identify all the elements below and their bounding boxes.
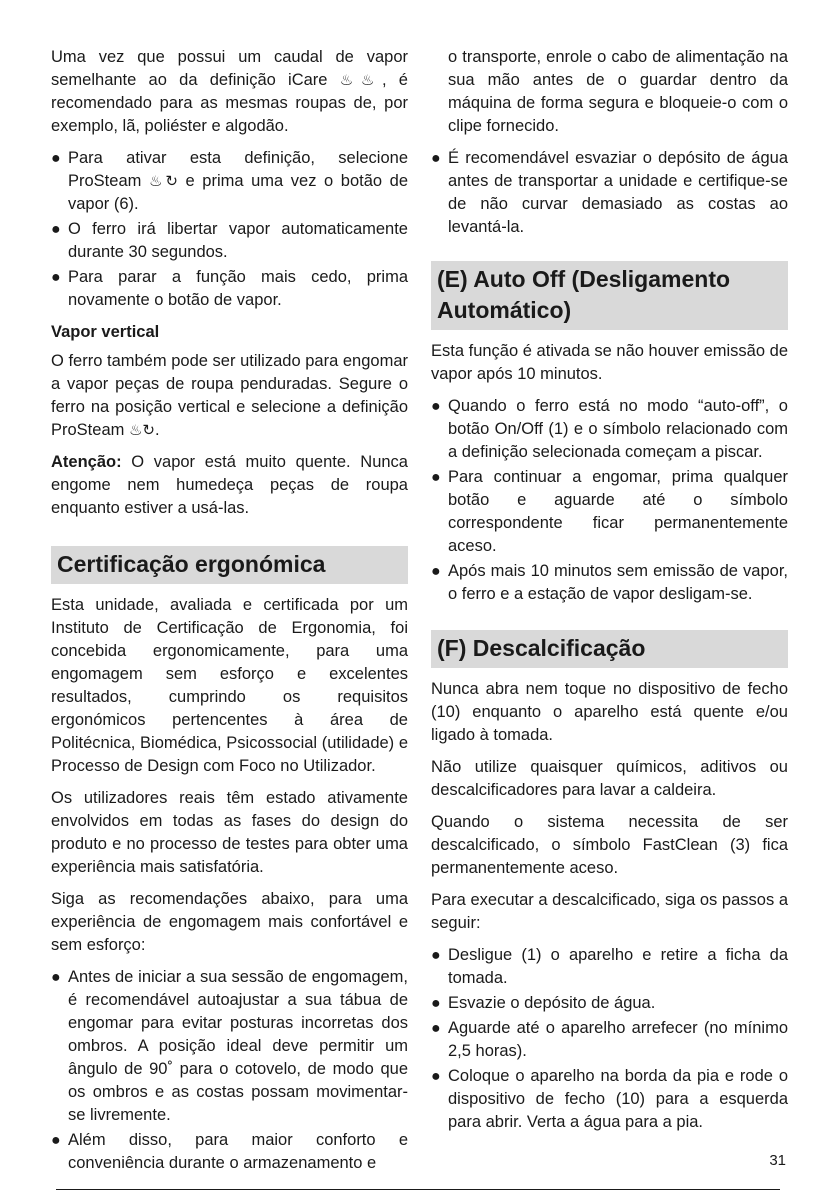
right-column bbox=[431, 46, 788, 1143]
vertical-steam-paragraph: O ferro também pode ser utilizado para engomar a vapor peças de roupa penduradas. Segure o ferro na posição vertical e selecione a definição ProSteam ♨↻. bbox=[51, 352, 408, 439]
autooff-list bbox=[431, 395, 788, 606]
section-title: Certificação ergonómica bbox=[57, 551, 326, 577]
section-title: (E) Auto Off (Desligamento Automático) bbox=[437, 266, 731, 323]
bullet-icon: ● bbox=[431, 563, 441, 580]
prosteam-steps bbox=[51, 147, 408, 312]
icare-icon: ♨♨ bbox=[339, 72, 382, 89]
bullet-icon: ● bbox=[51, 221, 61, 238]
bullet-icon: ● bbox=[431, 995, 441, 1012]
section-heading-auto-off bbox=[431, 261, 788, 330]
intro-text: Uma vez que possui um caudal de vapor semelhante ao da definição iCare bbox=[51, 48, 408, 89]
list-item: ● Aguarde até o aparelho arrefecer (no mínimo 2,5 horas). bbox=[431, 1019, 788, 1060]
list-item: ● Coloque o aparelho na borda da pia e rode o dispositivo de fecho (10) para a esquerda para abrir. Verta a água para a pia. bbox=[431, 1067, 788, 1131]
section-heading-certification bbox=[51, 546, 408, 584]
left-column bbox=[51, 46, 408, 1184]
cert-paragraph-3: Siga as recomendações abaixo, para uma experiência de engomagem mais confortável e sem esforço: bbox=[51, 890, 408, 954]
list-item: ● Para parar a função mais cedo, prima novamente o botão de vapor. bbox=[51, 268, 408, 309]
section-title: (F) Descalcificação bbox=[437, 635, 646, 661]
page-number: 31 bbox=[769, 1152, 786, 1169]
bullet-icon: ● bbox=[431, 150, 441, 167]
descal-paragraph-1: Nunca abra nem toque no dispositivo de fecho (10) enquanto o aparelho está quente e/ou ligado à tomada. bbox=[431, 680, 788, 744]
list-item: ● Além disso, para maior conforto e conveniência durante o armazenamento e bbox=[51, 1131, 408, 1172]
continuation-text: o transporte, enrole o cabo de alimentação na sua mão antes de o guardar dentro da máquina de forma segura e bloqueie-o com o clipe fornecido. bbox=[448, 48, 788, 135]
list-item: ● Para continuar a engomar, prima qualquer botão e aguarde até o símbolo correspondente ficar permanentemente aceso. bbox=[431, 468, 788, 555]
list-item: ● Desligue (1) o aparelho e retire a ficha da tomada. bbox=[431, 946, 788, 987]
cert-paragraph-1: Esta unidade, avaliada e certificada por um Instituto de Certificação de Ergonomia, foi concebida ergonomicamente, para uma engomagem sem esforço e excelentes resultados, cumprindo os requisitos ergonómicos pertencentes à área de Politécnica, Biomédica, Psicossocial (utilidade) e Processo de Design com Foco no Utilizador. bbox=[51, 596, 408, 775]
list-item: ● Antes de iniciar a sua sessão de engomagem, é recomendável autoajustar a sua tábua de engomar para evitar posturas incorretas dos ombros. A posição ideal deve permitir um ângulo de 90˚ para o cotovelo, de modo que os ombros e as costas possam movimentar-se livremente. bbox=[51, 968, 408, 1124]
bullet-icon: ● bbox=[431, 1020, 441, 1037]
bullet-icon: ● bbox=[431, 1068, 441, 1085]
prosteam-icon: ♨↻ bbox=[148, 173, 178, 190]
footer-rule bbox=[56, 1189, 780, 1190]
descal-paragraph-3: Quando o sistema necessita de ser descalcificado, o símbolo FastClean (3) fica permanentemente aceso. bbox=[431, 813, 788, 877]
intro-tail: , é recomendado para as mesmas roupas de, por exemplo, lã, poliéster e algodão. bbox=[51, 71, 408, 135]
bullet-icon: ● bbox=[431, 947, 441, 964]
intro-paragraph bbox=[51, 46, 408, 138]
cert-recommendations bbox=[51, 966, 408, 1175]
prosteam-icon: ♨↻ bbox=[128, 422, 155, 439]
list-item: ● É recomendável esvaziar o depósito de água antes de transportar a unidade e certifique-se de não curvar demasiado as costas ao levantá-la. bbox=[431, 149, 788, 236]
cert-paragraph-2: Os utilizadores reais têm estado ativamente envolvidos em todas as fases do design do produto e no processo de testes para obter uma experiência mais satisfatória. bbox=[51, 789, 408, 876]
descal-paragraph-4: Para executar a descalcificado, siga os passos a seguir: bbox=[431, 891, 788, 932]
attention-label: Atenção: bbox=[51, 453, 122, 471]
bullet-icon: ● bbox=[431, 469, 441, 486]
bullet-icon: ● bbox=[51, 269, 61, 286]
list-item: ● Esvazie o depósito de água. bbox=[431, 992, 788, 1015]
transport-recommendation bbox=[431, 147, 788, 239]
section-heading-descaling bbox=[431, 630, 788, 668]
bullet-icon: ● bbox=[51, 1132, 61, 1149]
bullet-icon: ● bbox=[51, 150, 61, 167]
descal-steps bbox=[431, 944, 788, 1134]
bullet-icon: ● bbox=[51, 969, 61, 986]
autooff-intro: Esta função é ativada se não houver emissão de vapor após 10 minutos. bbox=[431, 342, 788, 383]
list-item: ● Para ativar esta definição, selecione ProSteam ♨↻ e prima uma vez o botão de vapor (6). bbox=[51, 149, 408, 213]
list-item: ● Após mais 10 minutos sem emissão de vapor, o ferro e a estação de vapor desligam-se. bbox=[431, 562, 788, 603]
attention-paragraph: Atenção: O vapor está muito quente. Nunca engome nem humedeça peças de roupa enquanto estiver a usá-las. bbox=[51, 453, 408, 517]
descal-paragraph-2: Não utilize quaisquer químicos, aditivos ou descalcificadores para lavar a caldeira. bbox=[431, 758, 788, 799]
bullet-icon: ● bbox=[431, 398, 441, 415]
list-item: ● O ferro irá libertar vapor automaticamente durante 30 segundos. bbox=[51, 220, 408, 261]
list-item: ● Quando o ferro está no modo “auto-off”, o botão On/Off (1) e o símbolo relacionado com a definição selecionada começam a piscar. bbox=[431, 397, 788, 461]
vertical-steam-heading: Vapor vertical bbox=[51, 323, 160, 341]
